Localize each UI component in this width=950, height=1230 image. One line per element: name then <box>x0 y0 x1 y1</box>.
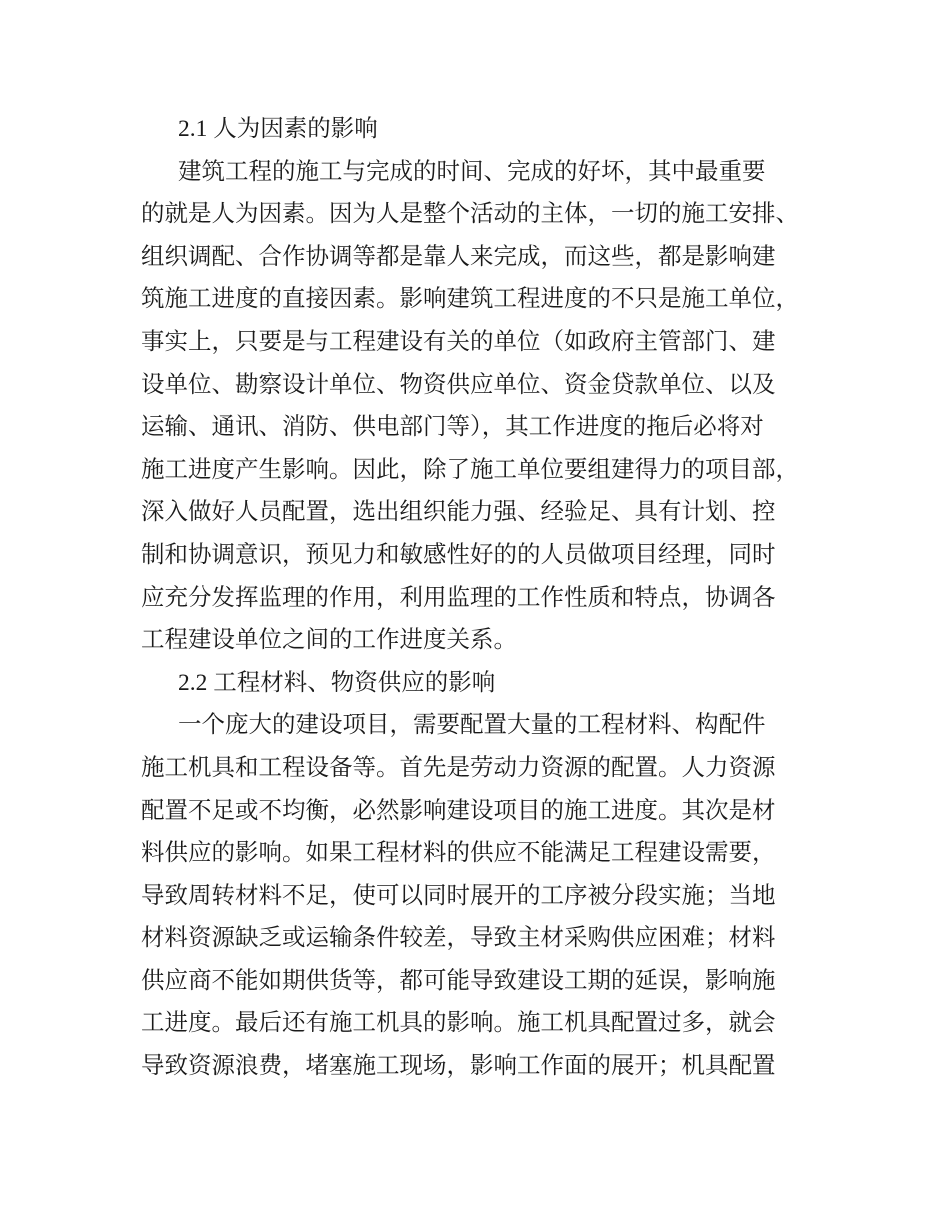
paragraph-line: 施工进度产生影响。因此，除了施工单位要组建得力的项目部， <box>141 456 799 483</box>
paragraph-line: 材料资源缺乏或运输条件较差，导致主材采购供应困难；材料 <box>141 925 776 952</box>
paragraph-line: 工程建设单位之间的工作进度关系。 <box>141 627 517 654</box>
paragraph-line: 制和协调意识，预见力和敏感性好的的人员做项目经理，同时 <box>141 541 776 568</box>
document-body <box>141 108 813 1088</box>
paragraph-line: 组织调配、合作协调等都是靠人来完成，而这些，都是影响建 <box>141 243 776 270</box>
paragraph-line: 配置不足或不均衡，必然影响建设项目的施工进度。其次是材 <box>141 797 776 824</box>
paragraph-line: 一个庞大的建设项目，需要配置大量的工程材料、构配件 <box>178 712 766 739</box>
paragraph-line: 施工机具和工程设备等。首先是劳动力资源的配置。人力资源 <box>141 754 776 781</box>
paragraph-line: 导致资源浪费，堵塞施工现场，影响工作面的展开；机具配置 <box>141 1053 776 1080</box>
paragraph-line: 供应商不能如期供货等，都可能导致建设工期的延误，影响施 <box>141 967 776 994</box>
paragraph-line: 工进度。最后还有施工机具的影响。施工机具配置过多，就会 <box>141 1010 776 1037</box>
paragraph-line: 筑施工进度的直接因素。影响建筑工程进度的不只是施工单位， <box>141 286 799 313</box>
paragraph-line: 料供应的影响。如果工程材料的供应不能满足工程建设需要， <box>141 840 776 867</box>
paragraph-line: 应充分发挥监理的作用，利用监理的工作性质和特点，协调各 <box>141 584 776 611</box>
section-heading: 2.2 工程材料、物资供应的影响 <box>178 669 496 696</box>
paragraph-line: 导致周转材料不足，使可以同时展开的工序被分段实施；当地 <box>141 882 776 909</box>
paragraph-line: 深入做好人员配置，选出组织能力强、经验足、具有计划、控 <box>141 499 776 526</box>
paragraph-line: 设单位、勘察设计单位、物资供应单位、资金贷款单位、以及 <box>141 371 776 398</box>
paragraph-line: 的就是人为因素。因为人是整个活动的主体，一切的施工安排、 <box>141 201 799 228</box>
paragraph-line: 事实上，只要是与工程建设有关的单位（如政府主管部门、建 <box>141 328 776 355</box>
paragraph-line: 建筑工程的施工与完成的时间、完成的好坏，其中最重要 <box>178 158 766 185</box>
section-heading: 2.1 人为因素的影响 <box>178 116 378 142</box>
paragraph-line: 运输、通讯、消防、供电部门等），其工作进度的拖后必将对 <box>141 414 764 441</box>
